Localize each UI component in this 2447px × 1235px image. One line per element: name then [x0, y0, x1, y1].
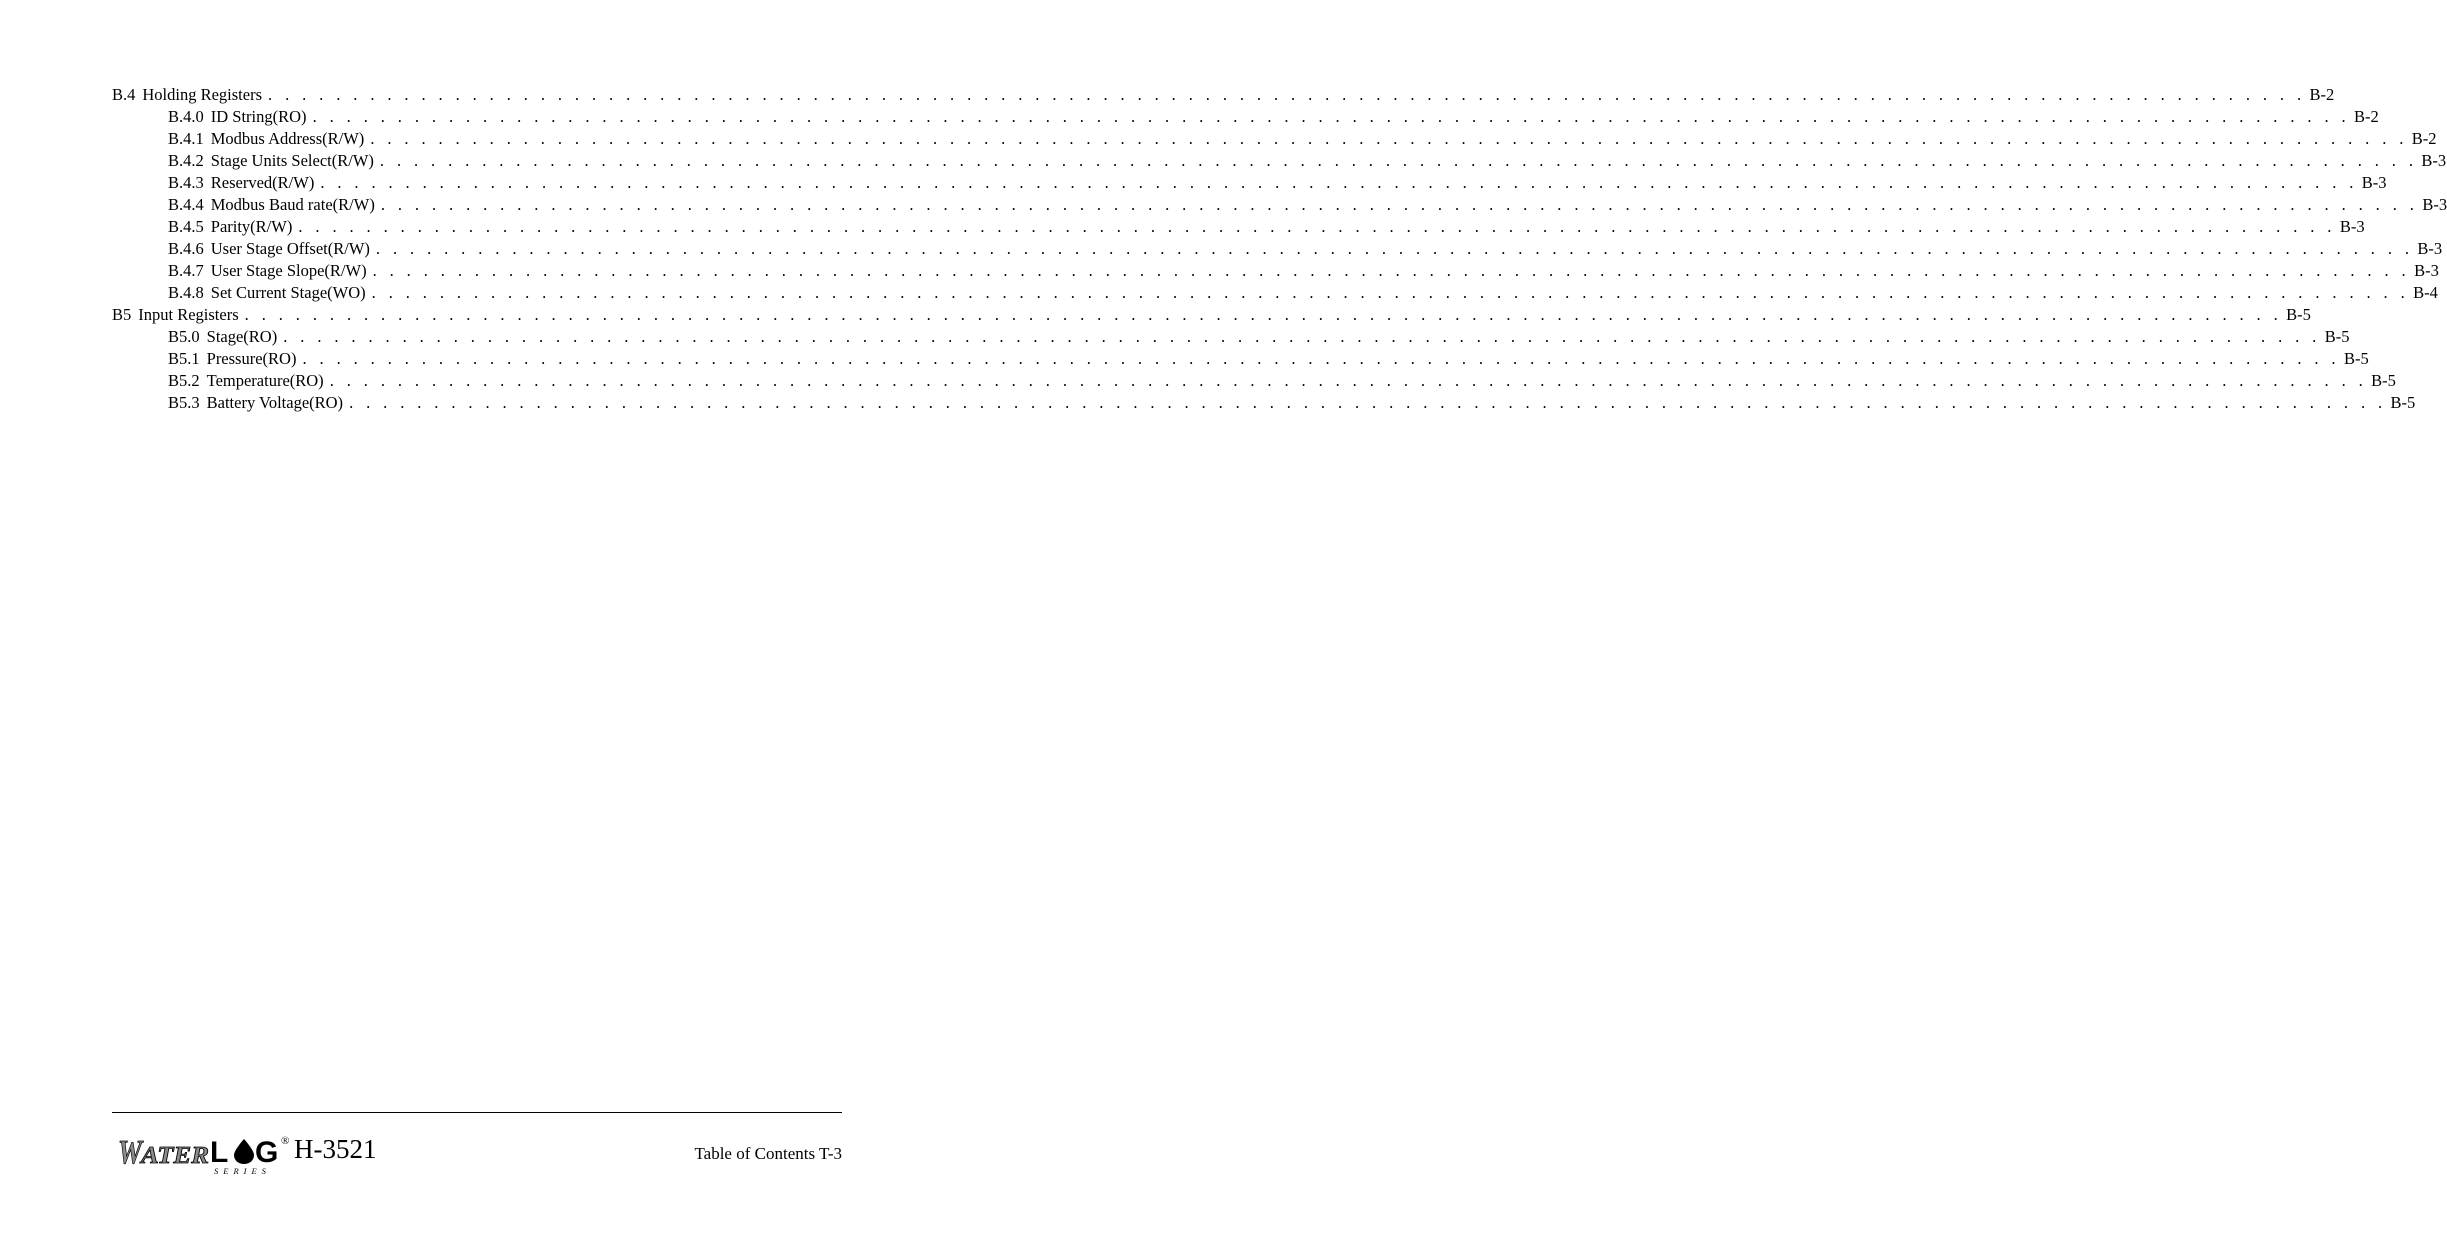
toc-section-title: Set Current Stage(WO)	[210, 283, 366, 302]
toc-section-title: Reserved(R/W)	[210, 173, 315, 192]
toc-entry[interactable]	[112, 238, 2443, 260]
toc-page-number: B-3	[2421, 151, 2447, 170]
toc-dot-leader: . . . . . . . . . . . . . . . . . . . . . . . . . . . . . . . . . . . . . . . . . . . . . . . . . . . . . . . . . . . . . . . . . . . . . . . . . . . . . . . . . . . . . . . . . . . . . . . . . . . . . . . . . . . . . . . . . . . . . . . .	[372, 261, 2411, 280]
toc-page-number: B-4	[2413, 283, 2438, 302]
toc-dot-leader: . . . . . . . . . . . . . . . . . . . . . . . . . . . . . . . . . . . . . . . . . . . . . . . . . . . . . . . . . . . . . . . . . . . . . . . . . . . . . . . . . . . . . . . . . . . . . . . . . . . . . . . . . . . . . . . . . . . . . . . .	[283, 327, 2321, 346]
toc-dot-leader: . . . . . . . . . . . . . . . . . . . . . . . . . . . . . . . . . . . . . . . . . . . . . . . . . . . . . . . . . . . . . . . . . . . . . . . . . . . . . . . . . . . . . . . . . . . . . . . . . . . . . . . . . . . . . . . . . . . . . . . .	[320, 173, 2358, 192]
svg-text:L: L	[210, 1136, 229, 1169]
toc-entry-label	[168, 172, 320, 194]
page-footer	[112, 1126, 842, 1176]
toc-page-number: B-5	[2324, 327, 2350, 346]
toc-page-number: B-2	[2411, 129, 2437, 148]
toc-dot-leader: . . . . . . . . . . . . . . . . . . . . . . . . . . . . . . . . . . . . . . . . . . . . . . . . . . . . . . . . . . . . . . . . . . . . . . . . . . . . . . . . . . . . . . . . . . . . . . . . . . . . . . . . . . . . . . . . . . . . . . . .	[302, 349, 2340, 368]
toc-section-number: B.4.6	[168, 239, 204, 258]
toc-entry[interactable]	[112, 304, 2311, 326]
toc-dot-leader: . . . . . . . . . . . . . . . . . . . . . . . . . . . . . . . . . . . . . . . . . . . . . . . . . . . . . . . . . . . . . . . . . . . . . . . . . . . . . . . . . . . . . . . . . . . . . . . . . . . . . . . . . . . . . . . . . . . . . . . .	[370, 129, 2408, 148]
toc-entry-label	[168, 370, 330, 392]
toc-entry-label	[168, 326, 283, 348]
toc-entry-label	[168, 106, 313, 128]
toc-entry-label	[168, 392, 349, 414]
toc-section-title: Holding Registers	[142, 85, 263, 104]
footer-page-label: Table of Contents T-3	[694, 1144, 842, 1163]
toc-section-number: B5.1	[168, 349, 200, 368]
toc-section-number: B.4.3	[168, 173, 204, 192]
toc-dot-leader: . . . . . . . . . . . . . . . . . . . . . . . . . . . . . . . . . . . . . . . . . . . . . . . . . . . . . . . . . . . . . . . . . . . . . . . . . . . . . . . . . . . . . . . . . . . . . . . . . . . . . . . . . . . . . . . . . . . . . . . .	[379, 151, 2418, 170]
toc-section-title: Battery Voltage(RO)	[206, 393, 344, 412]
toc-section-title: User Stage Offset(R/W)	[210, 239, 370, 258]
toc-dot-leader: . . . . . . . . . . . . . . . . . . . . . . . . . . . . . . . . . . . . . . . . . . . . . . . . . . . . . . . . . . . . . . . . . . . . . . . . . . . . . . . . . . . . . . . . . . . . . . . . . . . . . . . . . . . . . . . . . . . . . . . .	[312, 107, 2351, 126]
toc-entry[interactable]	[112, 216, 2365, 238]
toc-page-number: B-3	[2339, 217, 2365, 236]
toc-entry[interactable]	[112, 106, 2379, 128]
toc-page-number: B-3	[2422, 195, 2447, 214]
toc-entry-label	[168, 282, 372, 304]
toc-section-number: B5.3	[168, 393, 200, 412]
svg-text:W: W	[118, 1134, 145, 1171]
toc-section-number: B.4.4	[168, 195, 204, 214]
toc-entry-label	[168, 150, 380, 172]
toc-entry-label	[112, 304, 245, 326]
toc-entry[interactable]	[112, 260, 2439, 282]
toc-entry[interactable]	[112, 84, 2335, 106]
toc-section-number: B.4.7	[168, 261, 204, 280]
svg-text:ATER: ATER	[138, 1143, 209, 1169]
toc-section-number: B.4.5	[168, 217, 204, 236]
toc-page-number: B-5	[2343, 349, 2369, 368]
toc-page-number: B-3	[2414, 261, 2439, 280]
toc-page-number: B-3	[2417, 239, 2443, 258]
toc-section-number: B.4.2	[168, 151, 204, 170]
toc-entry[interactable]	[112, 150, 2447, 172]
document-number: H-3521	[294, 1134, 377, 1164]
toc-dot-leader: . . . . . . . . . . . . . . . . . . . . . . . . . . . . . . . . . . . . . . . . . . . . . . . . . . . . . . . . . . . . . . . . . . . . . . . . . . . . . . . . . . . . . . . . . . . . . . . . . . . . . . . . . . . . . . . . . . . . . . . .	[375, 239, 2414, 258]
toc-page-number: B-5	[2371, 371, 2396, 390]
toc-entry-label	[168, 194, 381, 216]
toc-entry-label	[168, 260, 373, 282]
toc-page-number: B-3	[2361, 173, 2387, 192]
svg-text:G: G	[255, 1136, 279, 1169]
toc-entry[interactable]	[112, 370, 2396, 392]
toc-dot-leader: . . . . . . . . . . . . . . . . . . . . . . . . . . . . . . . . . . . . . . . . . . . . . . . . . . . . . . . . . . . . . . . . . . . . . . . . . . . . . . . . . . . . . . . . . . . . . . . . . . . . . . . . . . . . . . . . . . . . . . . .	[371, 283, 2410, 302]
toc-section-number: B.4	[112, 85, 136, 104]
toc-entry-label	[168, 216, 298, 238]
toc-entry-label	[168, 128, 370, 150]
toc-entry[interactable]	[112, 172, 2387, 194]
toc-entry[interactable]	[112, 392, 2416, 414]
toc-dot-leader: . . . . . . . . . . . . . . . . . . . . . . . . . . . . . . . . . . . . . . . . . . . . . . . . . . . . . . . . . . . . . . . . . . . . . . . . . . . . . . . . . . . . . . . . . . . . . . . . . . . . . . . . . . . . . . . . . . . . . . . .	[349, 393, 2387, 412]
toc-section-number: B5	[112, 305, 132, 324]
toc-section-number: B5.2	[168, 371, 200, 390]
toc-section-title: Parity(R/W)	[210, 217, 293, 236]
toc-page-number: B-2	[2354, 107, 2379, 126]
svg-text:SERIES: SERIES	[214, 1166, 271, 1176]
toc-section-title: User Stage Slope(R/W)	[210, 261, 367, 280]
toc-entry[interactable]	[112, 128, 2437, 150]
toc-entry[interactable]	[112, 326, 2350, 348]
toc-dot-leader: . . . . . . . . . . . . . . . . . . . . . . . . . . . . . . . . . . . . . . . . . . . . . . . . . . . . . . . . . . . . . . . . . . . . . . . . . . . . . . . . . . . . . . . . . . . . . . . . . . . . . . . . . . . . . . . . . . . . . . . .	[268, 85, 2306, 104]
toc-section-number: B.4.1	[168, 129, 204, 148]
toc-section-title: Stage(RO)	[206, 327, 278, 346]
table-of-contents	[112, 84, 2447, 414]
toc-entry[interactable]	[112, 348, 2369, 370]
toc-section-title: Stage Units Select(R/W)	[210, 151, 374, 170]
svg-text:®: ®	[281, 1135, 290, 1147]
toc-page-number: B-5	[2390, 393, 2416, 412]
toc-dot-leader: . . . . . . . . . . . . . . . . . . . . . . . . . . . . . . . . . . . . . . . . . . . . . . . . . . . . . . . . . . . . . . . . . . . . . . . . . . . . . . . . . . . . . . . . . . . . . . . . . . . . . . . . . . . . . . . . . . . . . . . .	[329, 371, 2368, 390]
toc-section-title: Modbus Address(R/W)	[210, 129, 365, 148]
toc-dot-leader: . . . . . . . . . . . . . . . . . . . . . . . . . . . . . . . . . . . . . . . . . . . . . . . . . . . . . . . . . . . . . . . . . . . . . . . . . . . . . . . . . . . . . . . . . . . . . . . . . . . . . . . . . . . . . . . . . . . . . . . .	[244, 305, 2283, 324]
toc-section-title: Pressure(RO)	[206, 349, 297, 368]
toc-entry-label	[168, 348, 302, 370]
toc-section-title: Input Registers	[138, 305, 239, 324]
toc-entry[interactable]	[112, 194, 2447, 216]
toc-page-number: B-5	[2286, 305, 2311, 324]
toc-page-number: B-2	[2309, 85, 2335, 104]
toc-entry-label	[168, 238, 376, 260]
waterlog-logo	[118, 1130, 288, 1174]
footer-divider	[112, 1112, 842, 1113]
toc-section-title: Temperature(RO)	[206, 371, 324, 390]
toc-entry-label	[112, 84, 268, 106]
toc-section-title: Modbus Baud rate(R/W)	[210, 195, 375, 214]
toc-entry[interactable]	[112, 282, 2438, 304]
toc-section-number: B5.0	[168, 327, 200, 346]
toc-section-number: B.4.0	[168, 107, 204, 126]
toc-dot-leader: . . . . . . . . . . . . . . . . . . . . . . . . . . . . . . . . . . . . . . . . . . . . . . . . . . . . . . . . . . . . . . . . . . . . . . . . . . . . . . . . . . . . . . . . . . . . . . . . . . . . . . . . . . . . . . . . . . . . . . . .	[380, 195, 2419, 214]
toc-section-number: B.4.8	[168, 283, 204, 302]
toc-section-title: ID String(RO)	[210, 107, 307, 126]
toc-dot-leader: . . . . . . . . . . . . . . . . . . . . . . . . . . . . . . . . . . . . . . . . . . . . . . . . . . . . . . . . . . . . . . . . . . . . . . . . . . . . . . . . . . . . . . . . . . . . . . . . . . . . . . . . . . . . . . . . . . . . . . . .	[298, 217, 2336, 236]
